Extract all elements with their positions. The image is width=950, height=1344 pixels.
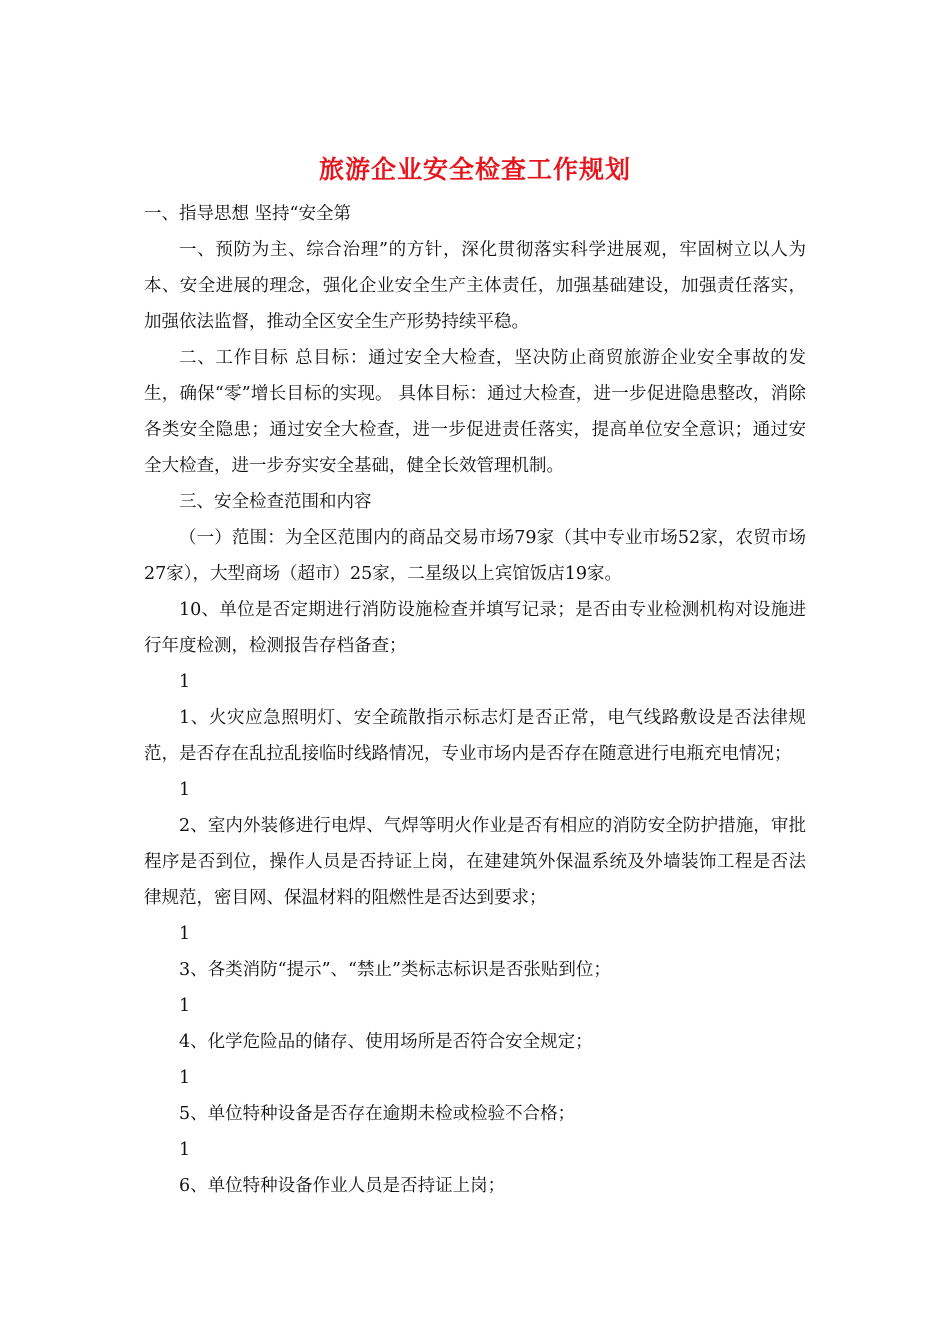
paragraph-marker: 1 bbox=[179, 924, 191, 944]
paragraph-marker: 1 bbox=[179, 996, 191, 1016]
paragraph-policy: 一、预防为主、综合治理”的方针，深化贯彻落实科学进展观，牢固树立以人为本、安全进展的理念，强化企业安全生产主体责任，加强基础建设，加强责任落实，加强依法监督，推动全区安全生产形势持续平稳。 bbox=[144, 240, 806, 332]
paragraph-marker: 1 bbox=[179, 1068, 191, 1088]
paragraph-item-5: 5、单位特种设备是否存在逾期未检或检验不合格； bbox=[179, 1104, 576, 1124]
paragraph-marker: 1 bbox=[179, 1140, 191, 1160]
paragraph-work-goals: 二、工作目标 总目标：通过安全大检查，坚决防止商贸旅游企业安全事故的发生，确保“零”增长目标的实现。 具体目标：通过大检查，进一步促进隐患整改，消除各类安全隐患；通过安全大检查，进一步促进责任落实，提高单位安全意识；通过安全大检查，进一步夯实安全基础，健全长效管理机制。 bbox=[144, 348, 806, 476]
paragraph-item-10: 10、单位是否定期进行消防设施检查并填写记录；是否由专业检测机构对设施进行年度检测，检测报告存档备查； bbox=[144, 600, 806, 656]
paragraph-scope: （一）范围：为全区范围内的商品交易市场79家（其中专业市场52家，农贸市场27家），大型商场（超市）25家，二星级以上宾馆饭店19家。 bbox=[144, 528, 806, 584]
paragraph-item-3: 3、各类消防“提示”、“禁止”类标志标识是否张贴到位； bbox=[179, 960, 611, 980]
paragraph-item-2: 2、室内外装修进行电焊、气焊等明火作业是否有相应的消防安全防护措施，审批程序是否到位，操作人员是否持证上岗，在建建筑外保温系统及外墙装饰工程是否法律规范，密目网、保温材料的阻燃性是否达到要求； bbox=[144, 816, 806, 908]
document-title: 旅游企业安全检查工作规划 bbox=[318, 155, 631, 184]
paragraph-marker: 1 bbox=[179, 780, 191, 800]
paragraph-item-4: 4、化学危险品的储存、使用场所是否符合安全规定； bbox=[179, 1032, 593, 1052]
document-body bbox=[144, 196, 806, 1204]
paragraph-marker: 1 bbox=[179, 672, 191, 692]
paragraph-guiding-ideology: 一、指导思想 坚持“安全第 bbox=[144, 204, 352, 224]
paragraph-item-6: 6、单位特种设备作业人员是否持证上岗； bbox=[179, 1176, 506, 1196]
paragraph-scope-heading: 三、安全检查范围和内容 bbox=[179, 492, 372, 512]
paragraph-item-1: 1、火灾应急照明灯、安全疏散指示标志灯是否正常，电气线路敷设是否法律规范，是否存在乱拉乱接临时线路情况，专业市场内是否存在随意进行电瓶充电情况； bbox=[144, 708, 806, 764]
